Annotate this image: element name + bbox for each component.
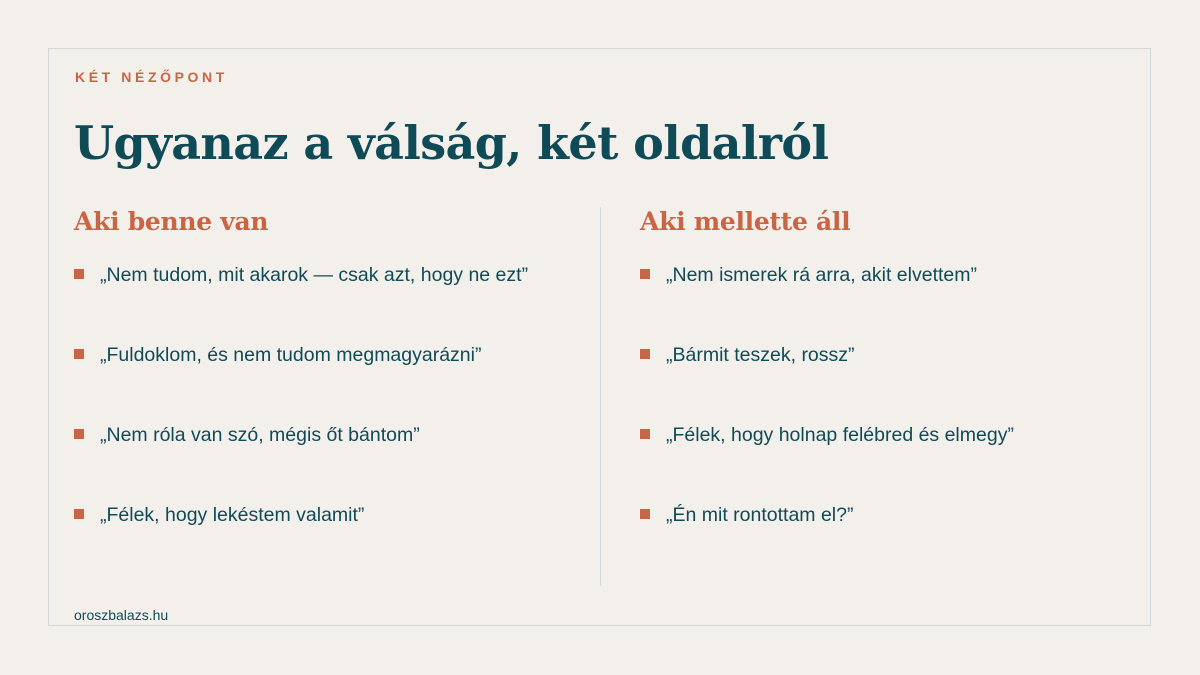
right-column-heading: Aki mellette áll — [640, 207, 851, 236]
quote-text: „Nem tudom, mit akarok — csak azt, hogy ne ezt” — [100, 264, 529, 286]
slide-title: Ugyanaz a válság, két oldalról — [74, 116, 829, 170]
list-item — [74, 421, 544, 449]
eyebrow-label: KÉT NÉZŐPONT — [75, 69, 228, 85]
square-bullet-icon — [74, 509, 84, 519]
quote-text: „Fuldoklom, és nem tudom megmagyarázni” — [100, 344, 482, 366]
square-bullet-icon — [74, 429, 84, 439]
list-item — [74, 261, 544, 289]
square-bullet-icon — [74, 269, 84, 279]
quote-text: „Félek, hogy lekéstem valamit” — [100, 504, 365, 526]
list-item — [74, 501, 544, 529]
list-item — [640, 421, 1110, 449]
slide-card — [48, 48, 1151, 626]
square-bullet-icon — [640, 349, 650, 359]
list-item — [640, 261, 1110, 289]
square-bullet-icon — [640, 269, 650, 279]
square-bullet-icon — [640, 429, 650, 439]
left-column — [74, 205, 544, 526]
list-item — [640, 341, 1110, 369]
quote-text: „Félek, hogy holnap felébred és elmegy” — [666, 424, 1014, 446]
quote-text: „Nem róla van szó, mégis őt bántom” — [100, 424, 420, 446]
column-divider — [600, 207, 601, 586]
right-column — [640, 205, 1110, 526]
left-column-heading: Aki benne van — [74, 207, 269, 236]
quote-text: „Bármit teszek, rossz” — [666, 344, 855, 366]
square-bullet-icon — [74, 349, 84, 359]
quote-text: „Nem ismerek rá arra, akit elvettem” — [666, 264, 977, 286]
footer-site-label: oroszbalazs.hu — [74, 607, 169, 623]
list-item — [74, 341, 544, 369]
quote-text: „Én mit rontottam el?” — [666, 504, 854, 526]
square-bullet-icon — [640, 509, 650, 519]
list-item — [640, 501, 1110, 529]
